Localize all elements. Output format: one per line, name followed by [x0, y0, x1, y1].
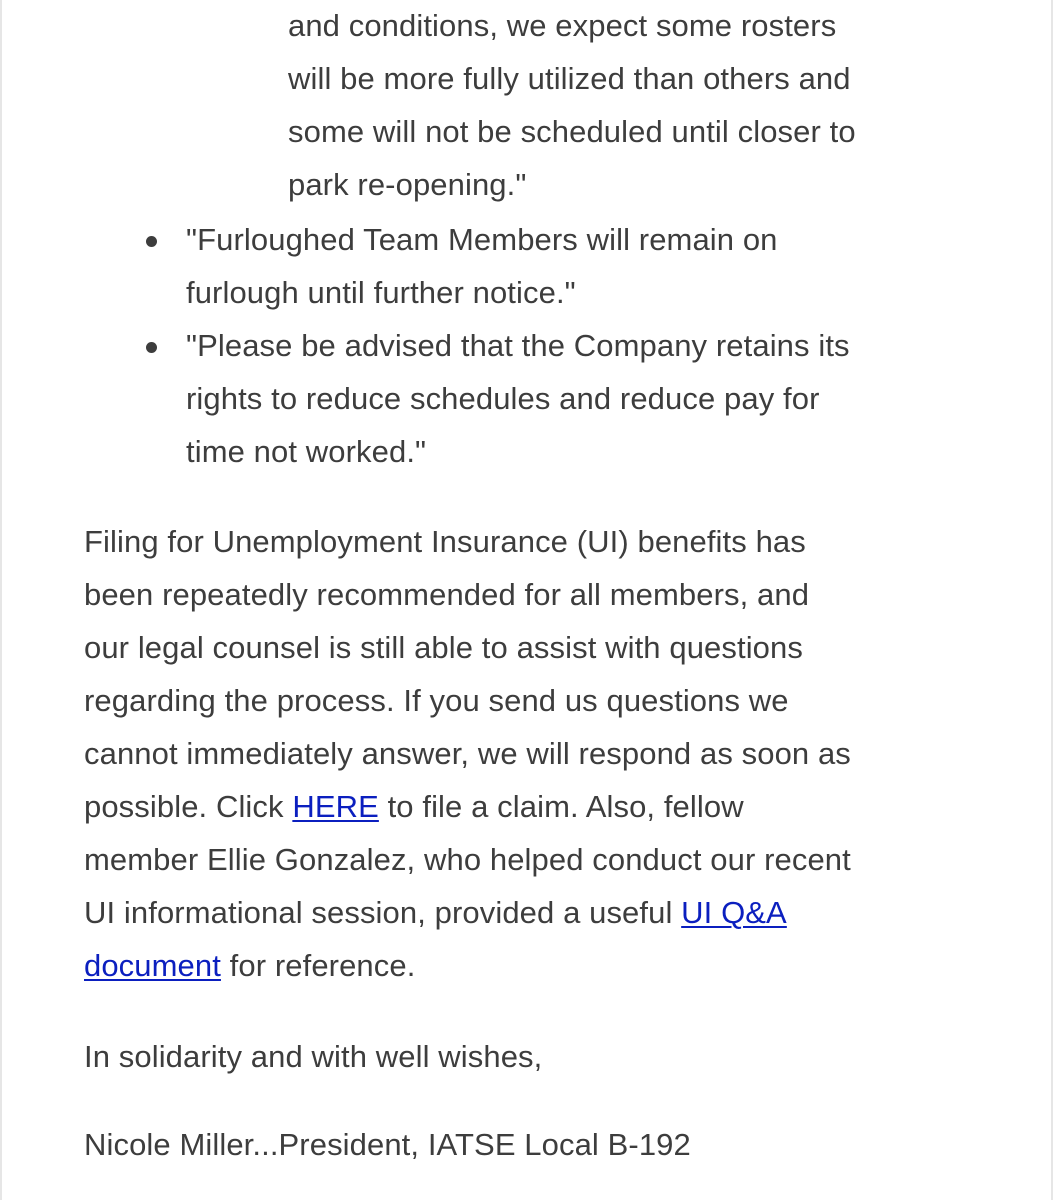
bullet-item-line: "Furloughed Team Members will remain on	[186, 222, 778, 257]
bullet-dot	[146, 236, 157, 247]
paragraph-line: member Ellie Gonzalez, who helped conduct our recent	[84, 842, 851, 877]
left-border	[0, 0, 2, 1200]
closing-line: In solidarity and with well wishes,	[84, 1039, 543, 1074]
bullet-item-line: furlough until further notice."	[186, 275, 576, 310]
bullet-item-line: time not worked."	[186, 434, 427, 469]
signature-line: Nicole Miller...President, IATSE Local B-192	[84, 1127, 691, 1162]
paragraph-line	[84, 886, 787, 939]
paragraph-line	[84, 780, 744, 833]
paragraph-line: our legal counsel is still able to assist with questions	[84, 630, 803, 665]
paragraph-text: UI informational session, provided a useful	[84, 895, 682, 930]
paragraph-line: been repeatedly recommended for all members, and	[84, 577, 810, 612]
paragraph-line: cannot immediately answer, we will respond as soon as	[84, 736, 851, 771]
quote-line: park re-opening."	[288, 167, 527, 202]
bullet-dot	[146, 342, 157, 353]
quote-line: and conditions, we expect some rosters	[288, 8, 837, 43]
bullet-item-line: rights to reduce schedules and reduce pay for	[186, 381, 820, 416]
paragraph-text: possible. Click	[84, 789, 293, 824]
paragraph-line: regarding the process. If you send us questions we	[84, 683, 789, 718]
paragraph-line	[84, 939, 415, 992]
paragraph-line: Filing for Unemployment Insurance (UI) benefits has	[84, 524, 806, 559]
paragraph-text: for reference.	[220, 948, 416, 983]
paragraph-text: to file a claim. Also, fellow	[378, 789, 744, 824]
quote-line: some will not be scheduled until closer to	[288, 114, 856, 149]
quote-line: will be more fully utilized than others and	[288, 61, 851, 96]
ui-qa-document-link[interactable]: UI Q&A	[681, 895, 787, 930]
bullet-item-line: "Please be advised that the Company retains its	[186, 328, 850, 363]
file-claim-link[interactable]: HERE	[292, 789, 379, 824]
ui-qa-document-link-continued[interactable]: document	[84, 948, 221, 983]
